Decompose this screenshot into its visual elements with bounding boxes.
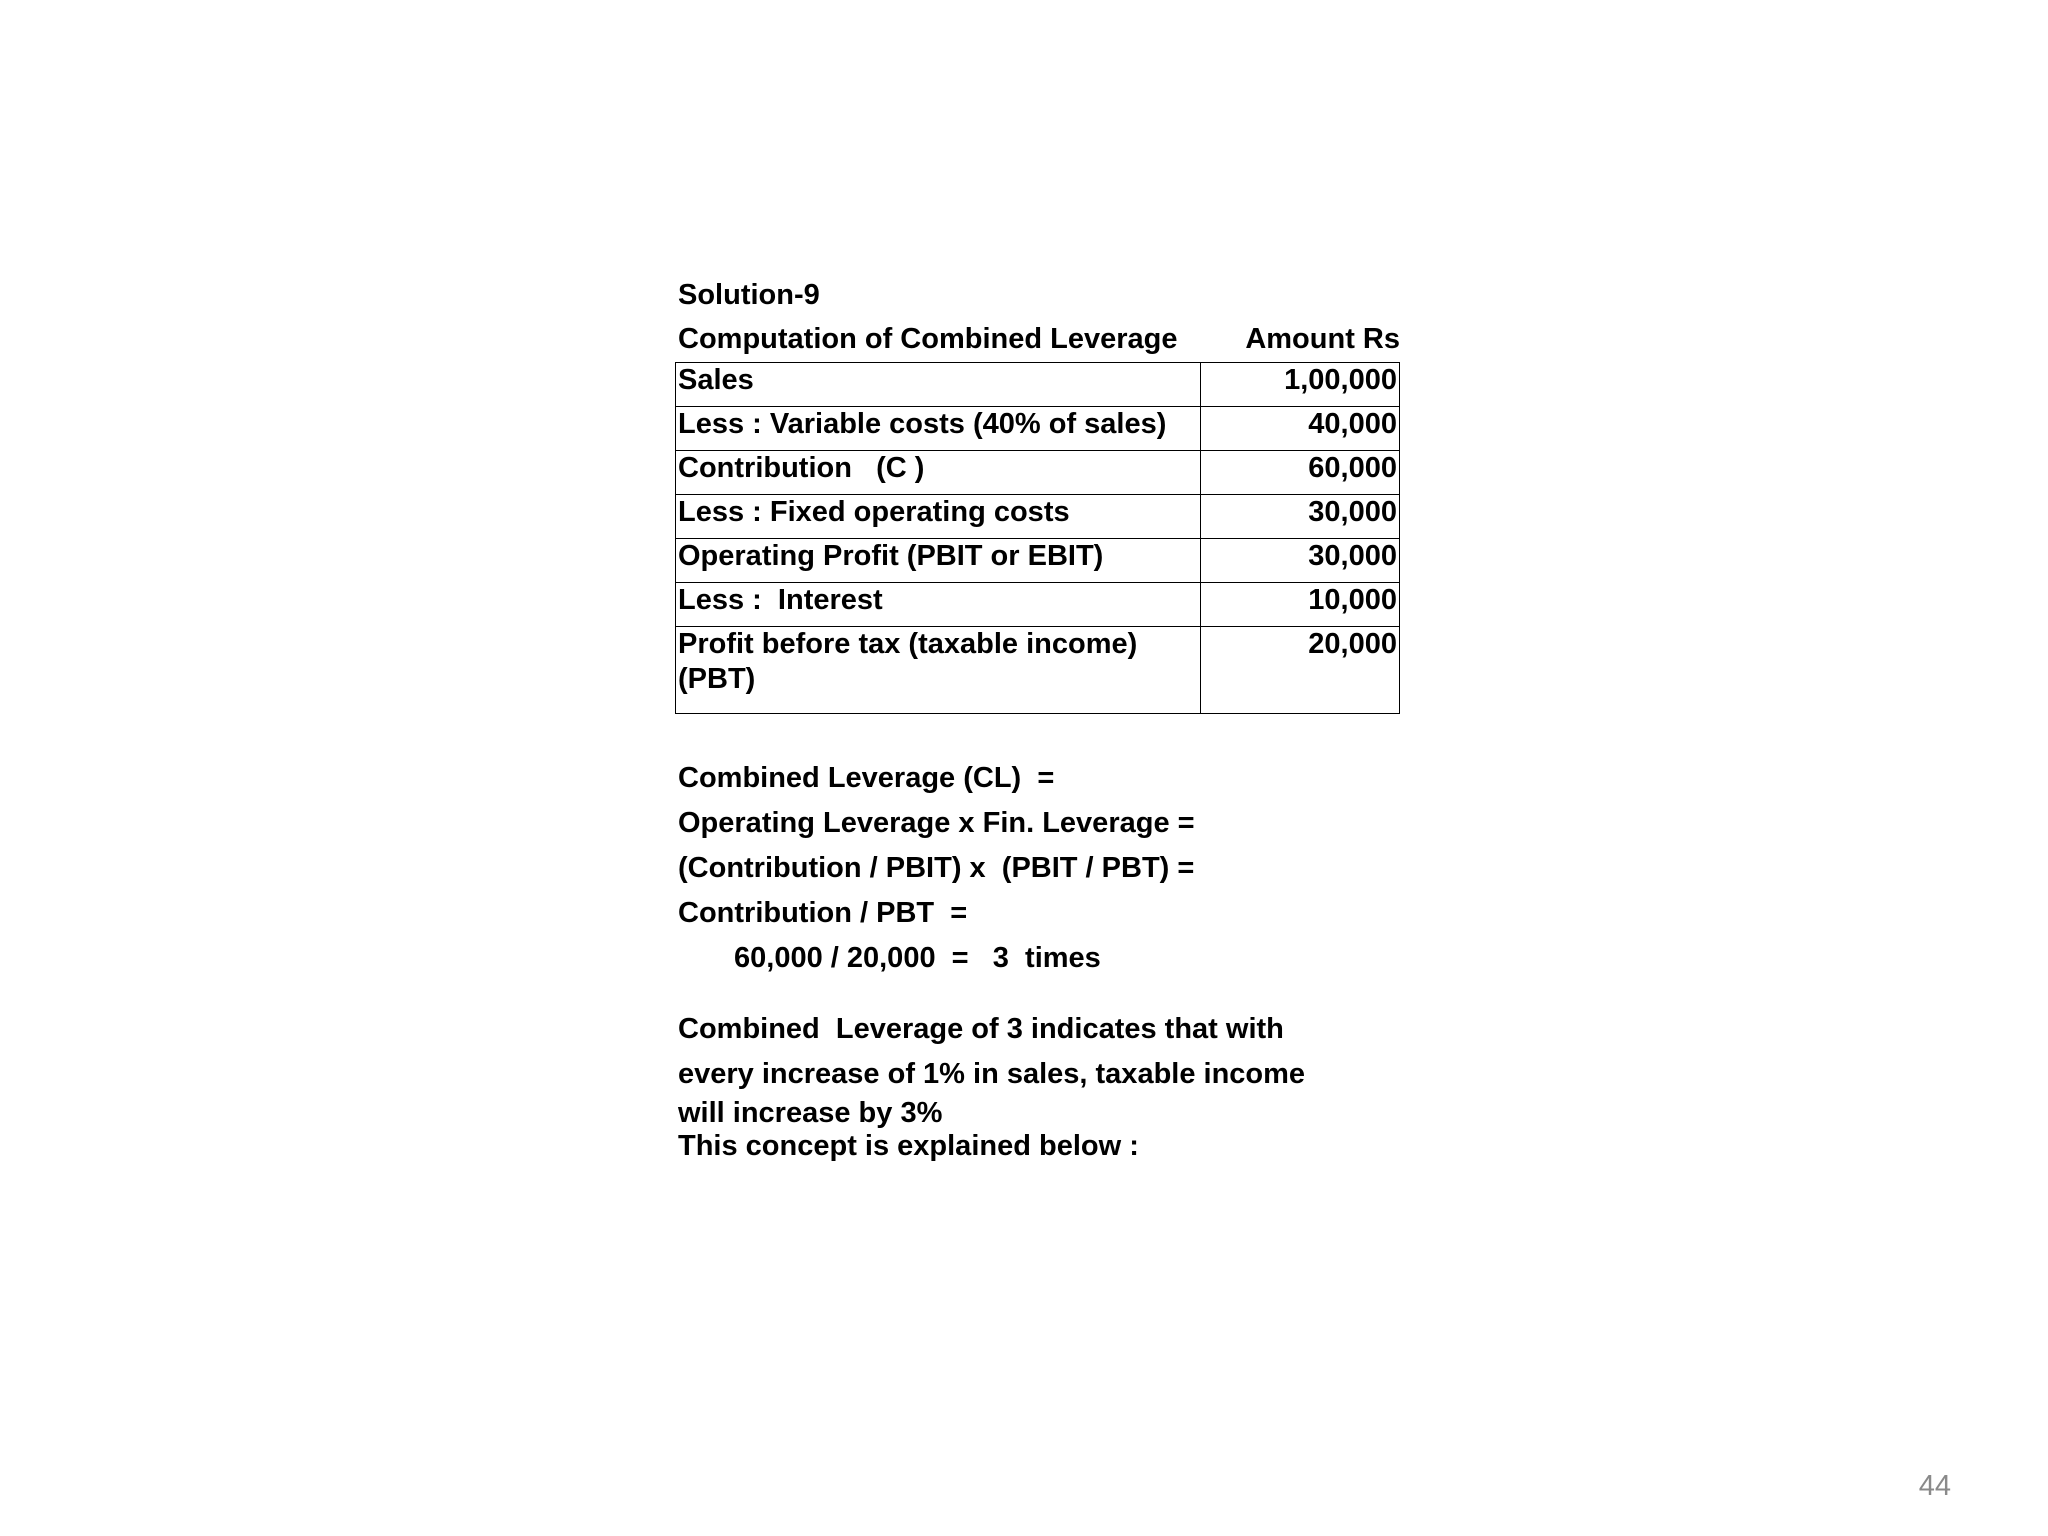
formula-line: Operating Leverage x Fin. Leverage = xyxy=(678,807,1195,839)
table-row xyxy=(676,583,1400,627)
table-row xyxy=(676,407,1400,451)
row-label: Sales xyxy=(676,363,1201,407)
table-header-row xyxy=(678,316,1400,362)
row-label: Contribution (C ) xyxy=(676,451,1201,495)
row-label: Operating Profit (PBIT or EBIT) xyxy=(676,539,1201,583)
row-amount: 20,000 xyxy=(1201,627,1400,714)
solution-title: Solution-9 xyxy=(678,279,820,311)
row-amount: 1,00,000 xyxy=(1201,363,1400,407)
formula-result: 60,000 / 20,000 = 3 times xyxy=(734,942,1101,974)
table-row xyxy=(676,451,1400,495)
row-amount: 30,000 xyxy=(1201,495,1400,539)
page-number: 44 xyxy=(1918,1470,1951,1502)
row-amount: 30,000 xyxy=(1201,539,1400,583)
row-amount: 60,000 xyxy=(1201,451,1400,495)
row-label: Less : Fixed operating costs xyxy=(676,495,1201,539)
table-row xyxy=(676,495,1400,539)
computation-table xyxy=(675,362,1400,714)
formula-block xyxy=(678,756,1437,981)
row-amount: 10,000 xyxy=(1201,583,1400,627)
conclusion-line: will increase by 3% xyxy=(678,1097,943,1129)
formula-line: Combined Leverage (CL) = xyxy=(678,762,1055,794)
row-amount: 40,000 xyxy=(1201,407,1400,451)
table-heading: Computation of Combined Leverage xyxy=(678,323,1178,355)
conclusion-block xyxy=(678,1007,1437,1163)
row-label: Less : Interest xyxy=(676,583,1201,627)
formula-line: Contribution / PBT = xyxy=(678,897,968,929)
conclusion-line: every increase of 1% in sales, taxable income xyxy=(678,1058,1306,1090)
conclusion-line: This concept is explained below : xyxy=(678,1130,1139,1162)
table-row xyxy=(676,363,1400,407)
table-row xyxy=(676,627,1400,714)
row-label: Profit before tax (taxable income) (PBT) xyxy=(676,627,1201,714)
formula-line: (Contribution / PBIT) x (PBIT / PBT) = xyxy=(678,852,1195,884)
amount-heading: Amount Rs xyxy=(1245,323,1400,355)
conclusion-line: Combined Leverage of 3 indicates that with xyxy=(678,1013,1284,1045)
table-row xyxy=(676,539,1400,583)
row-label: Less : Variable costs (40% of sales) xyxy=(676,407,1201,451)
slide-content xyxy=(677,274,1437,1163)
